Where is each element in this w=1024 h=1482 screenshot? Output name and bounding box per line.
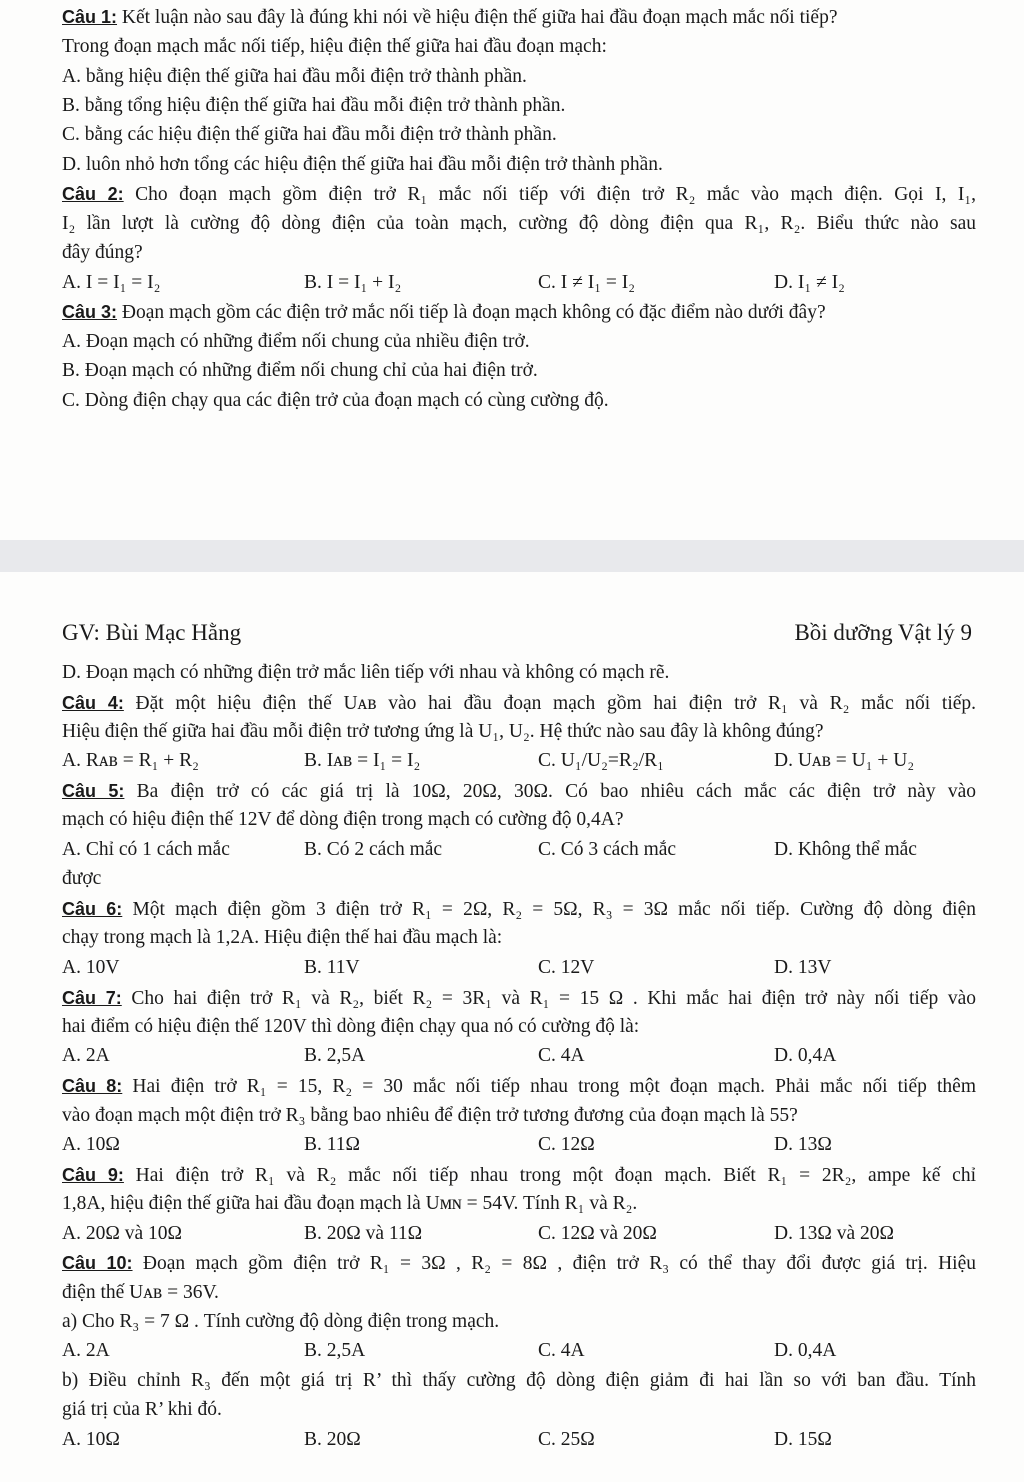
header-teacher: GV: Bùi Mạc Hằng (62, 620, 242, 645)
q3-option-c: C. Dòng điện chạy qua các điện trở của đoạn mạch có cùng cường độ. (62, 390, 609, 411)
q8-option-d: D. 13Ω (774, 1134, 832, 1155)
q1-option-c: C. bằng các hiệu điện thế giữa hai đầu mỗi điện trở thành phần. (62, 124, 557, 145)
q4-option-b: B. Iᴀʙ = I₁ = I₂ (304, 750, 421, 771)
q10-label: Câu 10: (62, 1253, 133, 1273)
q10b-option-a: A. 10Ω (62, 1429, 120, 1450)
q7-line-1-text: Cho hai điện trở R₁ và R₂, biết R₂ = 3R₁ và R₁ = 15 Ω . Khi mắc hai điện trở này nối tiếp vào (131, 988, 977, 1009)
q10a-option-d: D. 0,4A (774, 1340, 837, 1361)
q8-option-b: B. 11Ω (304, 1134, 361, 1155)
q5-option-c: C. Có 3 cách mắc (538, 839, 677, 860)
q2-line-2: I₂ lần lượt là cường độ dòng điện của toàn mạch, cường độ dòng điện qua R₁, R₂. Biểu thức nào sau (62, 213, 976, 234)
q6-line-1-text: Một mạch điện gồm 3 điện trở R₁ = 2Ω, R₂ = 5Ω, R₃ = 3Ω mắc nối tiếp. Cường độ dòng điện (132, 899, 977, 920)
q2-option-a: A. I = I₁ = I₂ (62, 272, 161, 293)
q9-options (62, 1221, 976, 1247)
q8-line-1-text: Hai điện trở R₁ = 15, R₂ = 30 mắc nối tiếp nhau trong một đoạn mạch. Phải mắc nối tiếp thêm (132, 1076, 977, 1097)
worksheet-page-1 (0, 0, 1024, 540)
q6-option-c: C. 12V (538, 957, 595, 978)
q5-line-2: mạch có hiệu điện thế 12V để dòng điện trong mạch có cường độ 0,4A? (62, 809, 624, 830)
q5-option-d-tail: được (62, 868, 102, 889)
q1-text: Kết luận nào sau đây là đúng khi nói về hiệu điện thế giữa hai đầu đoạn mạch mắc nối tiếp? (121, 7, 838, 28)
q7-option-c: C. 4A (538, 1045, 585, 1066)
q4-line-1 (62, 690, 976, 716)
q7-option-d: D. 0,4A (774, 1045, 837, 1066)
q10b-option-d: D. 15Ω (774, 1429, 832, 1450)
q9-option-c: C. 12Ω và 20Ω (538, 1223, 657, 1244)
page-separator (0, 540, 1024, 572)
q7-line-1 (62, 985, 976, 1011)
q10-part-b-line-2: giá trị của R’ khi đó. (62, 1399, 222, 1420)
q9-option-d: D. 13Ω và 20Ω (774, 1223, 894, 1244)
q7-line-2: hai điểm có hiệu điện thế 120V thì dòng điện chạy qua nó có cường độ là: (62, 1016, 640, 1037)
q4-label: Câu 4: (62, 693, 124, 713)
q9-line-1 (62, 1162, 976, 1188)
q8-line-1 (62, 1073, 976, 1099)
q7-option-a: A. 2A (62, 1045, 110, 1066)
q6-line-2: chạy trong mạch là 1,2A. Hiệu điện thế hai đầu mạch là: (62, 927, 503, 948)
q4-option-c: C. U₁/U₂=R₂/R₁ (538, 750, 664, 771)
q3-title (62, 299, 976, 325)
q10-line-1 (62, 1250, 976, 1276)
q3-label: Câu 3: (62, 302, 118, 322)
q5-options (62, 837, 976, 863)
q2-options (62, 270, 976, 296)
q6-options (62, 955, 976, 981)
q9-option-a: A. 20Ω và 10Ω (62, 1223, 182, 1244)
q7-option-b: B. 2,5A (304, 1045, 366, 1066)
q10-part-a: a) Cho R₃ = 7 Ω . Tính cường độ dòng điện trong mạch. (62, 1311, 500, 1332)
q10b-option-b: B. 20Ω (304, 1429, 361, 1450)
q3-text: Đoạn mạch gồm các điện trở mắc nối tiếp là đoạn mạch không có đặc điểm nào dưới đây? (121, 302, 826, 323)
q5-option-a: A. Chỉ có 1 cách mắc (62, 839, 230, 860)
q6-option-d: D. 13V (774, 957, 832, 978)
q10-options-b (62, 1427, 976, 1453)
q1-label: Câu 1: (62, 7, 118, 27)
q6-option-b: B. 11V (304, 957, 360, 978)
q9-line-2: 1,8A, hiệu điện thế giữa hai đầu đoạn mạch là Uᴍɴ = 54V. Tính R₁ và R₂. (62, 1193, 638, 1214)
q2-line-1-text: Cho đoạn mạch gồm điện trở R₁ mắc nối tiếp với điện trở R₂ mắc vào mạch điện. Gọi I, I₁, (135, 184, 977, 205)
q5-option-d: D. Không thể mắc (774, 839, 917, 860)
q4-option-a: A. Rᴀʙ = R₁ + R₂ (62, 750, 199, 771)
q3-option-d: D. Đoạn mạch có những điện trở mắc liên tiếp với nhau và không có mạch rẽ. (62, 662, 670, 683)
q8-option-a: A. 10Ω (62, 1134, 120, 1155)
q5-option-b: B. Có 2 cách mắc (304, 839, 443, 860)
q3-option-a: A. Đoạn mạch có những điểm nối chung của nhiều điện trở. (62, 331, 530, 352)
q2-label: Câu 2: (62, 184, 124, 204)
q1-option-b: B. bằng tổng hiệu điện thế giữa hai đầu mỗi điện trở thành phần. (62, 95, 566, 116)
q3-option-b: B. Đoạn mạch có những điểm nối chung chỉ của hai điện trở. (62, 360, 538, 381)
q6-label: Câu 6: (62, 899, 123, 919)
q10a-option-c: C. 4A (538, 1340, 585, 1361)
q5-line-1-text: Ba điện trở có các giá trị là 10Ω, 20Ω, 30Ω. Có bao nhiêu cách mắc các điện trở này vào (136, 781, 977, 802)
q5-line-1 (62, 778, 976, 804)
q9-option-b: B. 20Ω và 11Ω (304, 1223, 423, 1244)
q10b-option-c: C. 25Ω (538, 1429, 595, 1450)
q8-label: Câu 8: (62, 1076, 123, 1096)
q9-label: Câu 9: (62, 1165, 124, 1185)
q2-line-3: đây đúng? (62, 242, 143, 263)
q1-option-d: D. luôn nhỏ hơn tổng các hiệu điện thế giữa hai đầu mỗi điện trở thành phần. (62, 154, 663, 175)
q10-line-1-text: Đoạn mạch gồm điện trở R₁ = 3Ω , R₂ = 8Ω , điện trở R₃ có thể thay đổi được giá trị. Hiệu (142, 1253, 976, 1274)
q8-options (62, 1132, 976, 1158)
q4-option-d: D. Uᴀʙ = U₁ + U₂ (774, 750, 915, 771)
q4-options (62, 748, 976, 774)
q1-stem: Trong đoạn mạch mắc nối tiếp, hiệu điện thế giữa hai đầu đoạn mạch: (62, 36, 607, 57)
q10a-option-b: B. 2,5A (304, 1340, 366, 1361)
q2-line-1 (62, 181, 976, 207)
q4-line-2: Hiệu điện thế giữa hai đầu mỗi điện trở tương ứng là U₁, U₂. Hệ thức nào sau đây là không đúng? (62, 721, 824, 742)
worksheet-page-2 (0, 572, 1024, 1482)
q4-line-1-text: Đặt một hiệu điện thế Uᴀʙ vào hai đầu đoạn mạch gồm hai điện trở R₁ và R₂ mắc nối tiếp. (135, 693, 977, 714)
q10-part-b-line-1: b) Điều chỉnh R₃ đến một giá trị R’ thì thấy cường độ dòng điện giảm đi hai lần so với ban đầu. Tính (62, 1370, 976, 1391)
q9-line-1-text: Hai điện trở R₁ và R₂ mắc nối tiếp nhau trong một đoạn mạch. Biết R₁ = 2R₂, ampe kế chỉ (135, 1165, 977, 1186)
q7-options (62, 1043, 976, 1069)
q10-line-2: điện thế Uᴀʙ = 36V. (62, 1282, 219, 1303)
q8-option-c: C. 12Ω (538, 1134, 595, 1155)
q10-options-a (62, 1338, 976, 1364)
header-course: Bồi dưỡng Vật lý 9 (794, 620, 972, 645)
q5-label: Câu 5: (62, 781, 125, 801)
q2-option-c: C. I ≠ I₁ = I₂ (538, 272, 636, 293)
q7-label: Câu 7: (62, 988, 122, 1008)
q6-line-1 (62, 896, 976, 922)
q10a-option-a: A. 2A (62, 1340, 110, 1361)
q1-option-a: A. bằng hiệu điện thế giữa hai đầu mỗi điện trở thành phần. (62, 66, 527, 87)
q6-option-a: A. 10V (62, 957, 120, 978)
q1-title (62, 4, 976, 30)
q2-option-d: D. I₁ ≠ I₂ (774, 272, 845, 293)
q8-line-2: vào đoạn mạch một điện trở R₃ bằng bao nhiêu để điện trở tương đương của đoạn mạch là 55? (62, 1105, 798, 1126)
q2-option-b: B. I = I₁ + I₂ (304, 272, 402, 293)
